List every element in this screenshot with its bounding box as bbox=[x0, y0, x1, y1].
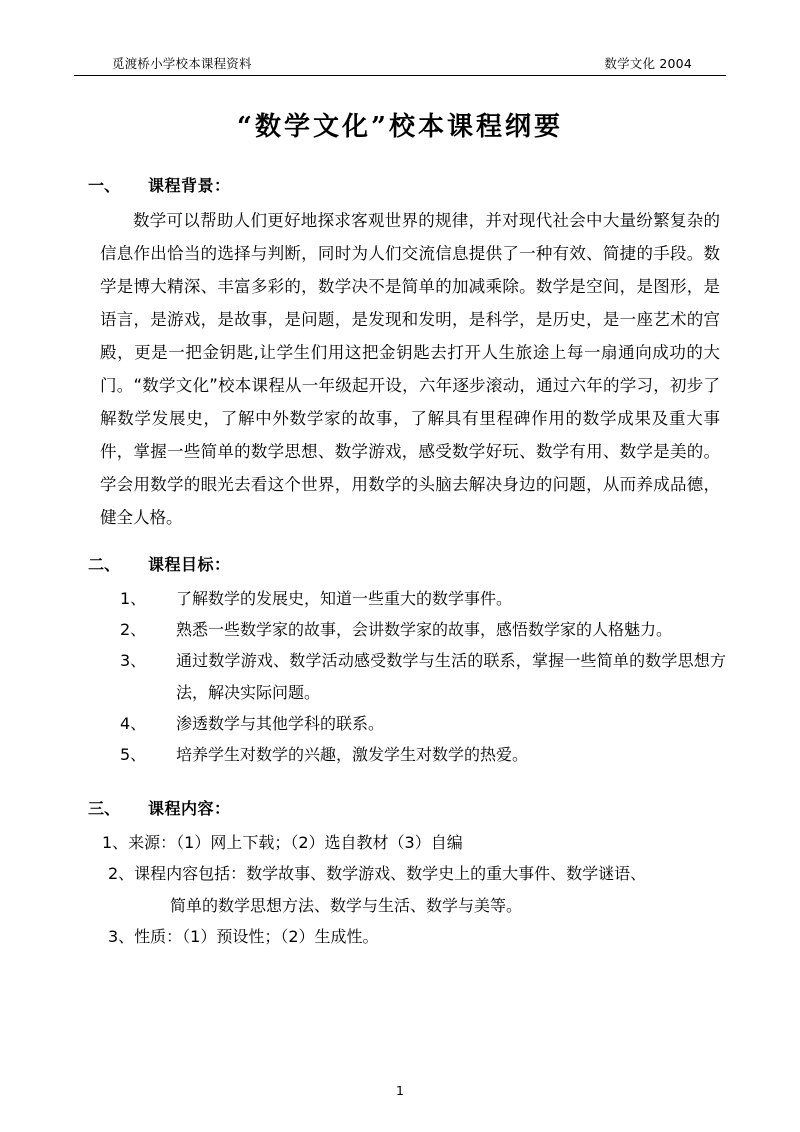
list-item bbox=[74, 645, 726, 707]
section-number: 三、 bbox=[88, 799, 121, 819]
list-item-index: 5、 bbox=[120, 744, 147, 764]
content-line: 3、性质：（1）预设性；（2）生成性。 bbox=[108, 926, 379, 946]
content-line-text: 2、课程内容包括：数学故事、数学游戏、数学史上的重大事件、数学谜语、 bbox=[108, 864, 647, 884]
section-title: 课程目标： bbox=[148, 555, 231, 574]
list-item-index: 1、 bbox=[120, 589, 147, 608]
content-line: 1、来源：（1）网上下载；（2）选自教材（3）自编 bbox=[102, 833, 463, 853]
section-background-paragraph: 数学可以帮助人们更好地探求客观世界的规律，并对现代社会中大量纷繁复杂的信息作出恰当的选择与判断，同时为人们交流信息提供了一种有效、简捷的手段。数学是博大精深、丰富多彩的，数学决不是简单的加减乘除。数学是空间，是图形，是语言，是游戏，是故事，是问题，是发现和发明，是科学，是历史，是一座艺术的宫殿，更是一把金钥匙,让学生们用这把金钥匙去打开人生旅途上每一扇通向成功的大门。“数学文化”校本课程从一年级起开设，六年逐步滚动，通过六年的学习，初步了解数学发展史，了解中外数学家的故事，了解具有里程碑作用的数学成果及重大事件，掌握一些简单的数学思想、数学游戏，感受数学好玩、数学有用、数学是美的。学会用数学的眼光去看这个世界，用数学的头脑去解决身边的问题，从而养成品德，健全人格。 bbox=[100, 211, 720, 527]
header-right-text: 数学文化 2004 bbox=[604, 56, 692, 71]
section-number: 一、 bbox=[88, 176, 121, 195]
list-item-text: 渗透数学与其他学科的联系。 bbox=[176, 713, 385, 733]
content-lines bbox=[74, 827, 726, 952]
content-line-continuation: 简单的数学思想方法、数学与生活、数学与美等。 bbox=[170, 895, 523, 915]
list-item-text: 培养学生对数学的兴趣，激发学生对数学的热爱。 bbox=[176, 744, 529, 764]
list-item-index: 3、 bbox=[120, 651, 147, 671]
list-item-text: 通过数学游戏、数学活动感受数学与生活的联系，掌握一些简单的数学思想方法，解决实际问题。 bbox=[176, 651, 726, 702]
page-title: “数学文化”校本课程纲要 bbox=[237, 112, 563, 142]
list-item-index: 2、 bbox=[120, 620, 147, 640]
header-left-text: 觅渡桥小学校本课程资料 bbox=[112, 56, 252, 71]
list-item bbox=[74, 614, 726, 645]
list-item-text: 熟悉一些数学家的故事，会讲数学家的故事，感悟数学家的人格魅力。 bbox=[176, 620, 673, 640]
list-item-index: 4、 bbox=[120, 713, 147, 733]
list-item-text: 了解数学的发展史，知道一些重大的数学事件。 bbox=[176, 589, 513, 608]
section-title: 课程背景： bbox=[148, 176, 231, 195]
page-number: 1 bbox=[396, 1083, 404, 1098]
section-title: 课程内容： bbox=[148, 799, 231, 819]
page-header bbox=[74, 56, 726, 76]
content-line bbox=[74, 858, 726, 920]
section-heading-objectives bbox=[88, 552, 726, 575]
section-heading-content bbox=[88, 796, 726, 819]
section-heading-background bbox=[88, 173, 726, 196]
section-number: 二、 bbox=[88, 555, 121, 574]
objectives-list bbox=[74, 583, 726, 770]
list-item bbox=[74, 739, 726, 770]
list-item bbox=[74, 583, 726, 614]
list-item bbox=[74, 708, 726, 739]
